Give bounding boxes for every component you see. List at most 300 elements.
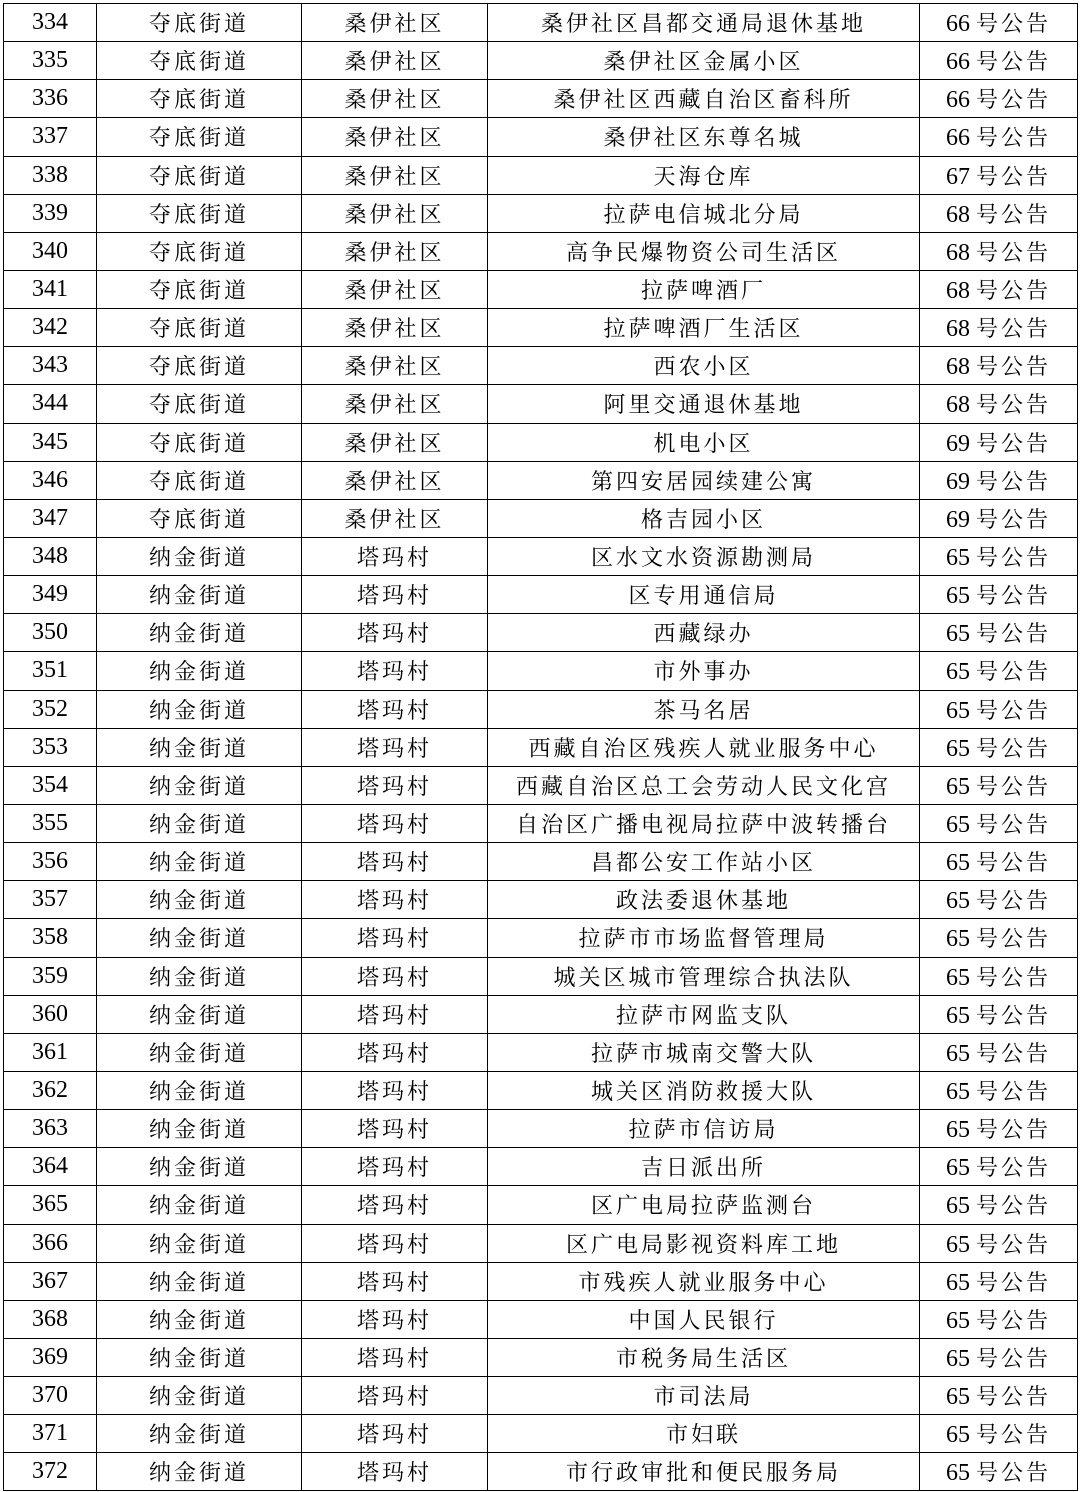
community-cell: 塔玛村 bbox=[302, 1415, 488, 1453]
notice-cell bbox=[920, 80, 1078, 118]
community-cell: 塔玛村 bbox=[302, 995, 488, 1033]
notice-number: 65 bbox=[945, 697, 970, 724]
table-row bbox=[4, 194, 1078, 232]
street-cell: 纳金街道 bbox=[97, 652, 302, 690]
community-cell: 桑伊社区 bbox=[302, 156, 488, 194]
community-cell: 桑伊社区 bbox=[302, 309, 488, 347]
street-cell: 纳金街道 bbox=[97, 1415, 302, 1453]
notice-number: 66 bbox=[945, 125, 970, 152]
notice-number: 65 bbox=[945, 735, 970, 762]
site-name-cell: 区水文水资源勘测局 bbox=[488, 537, 920, 575]
table-row bbox=[4, 156, 1078, 194]
street-cell: 夺底街道 bbox=[97, 42, 302, 80]
notice-number: 65 bbox=[945, 1460, 970, 1487]
street-cell: 夺底街道 bbox=[97, 156, 302, 194]
community-cell: 塔玛村 bbox=[302, 957, 488, 995]
notice-number: 66 bbox=[945, 49, 970, 76]
community-cell: 塔玛村 bbox=[302, 1453, 488, 1491]
street-cell: 夺底街道 bbox=[97, 270, 302, 308]
street-cell: 纳金街道 bbox=[97, 1377, 302, 1415]
notice-cell bbox=[920, 957, 1078, 995]
street-cell: 纳金街道 bbox=[97, 957, 302, 995]
table-row bbox=[4, 1377, 1078, 1415]
community-cell: 塔玛村 bbox=[302, 919, 488, 957]
street-cell: 纳金街道 bbox=[97, 1224, 302, 1262]
community-cell: 塔玛村 bbox=[302, 1148, 488, 1186]
notice-cell bbox=[920, 1186, 1078, 1224]
row-number-cell: 341 bbox=[4, 270, 97, 308]
notice-cell bbox=[920, 194, 1078, 232]
table-row bbox=[4, 347, 1078, 385]
community-cell: 塔玛村 bbox=[302, 1300, 488, 1338]
table-row bbox=[4, 4, 1078, 42]
notice-number: 65 bbox=[945, 964, 970, 991]
site-name-cell: 西藏自治区总工会劳动人民文化宫 bbox=[488, 766, 920, 804]
community-cell: 塔玛村 bbox=[302, 1186, 488, 1224]
notice-suffix: 号公告 bbox=[975, 1385, 1051, 1411]
row-number-cell: 372 bbox=[4, 1453, 97, 1491]
street-cell: 纳金街道 bbox=[97, 1186, 302, 1224]
table-row bbox=[4, 843, 1078, 881]
notice-number: 65 bbox=[945, 850, 970, 877]
row-number-cell: 349 bbox=[4, 576, 97, 614]
notice-cell bbox=[920, 652, 1078, 690]
notice-number: 66 bbox=[945, 11, 970, 38]
site-name-cell: 天海仓库 bbox=[488, 156, 920, 194]
site-name-cell: 拉萨电信城北分局 bbox=[488, 194, 920, 232]
notice-suffix: 号公告 bbox=[975, 1308, 1051, 1334]
street-cell: 纳金街道 bbox=[97, 919, 302, 957]
community-cell: 桑伊社区 bbox=[302, 42, 488, 80]
table-row bbox=[4, 614, 1078, 652]
table-row bbox=[4, 423, 1078, 461]
notice-suffix: 号公告 bbox=[975, 431, 1051, 457]
notice-suffix: 号公告 bbox=[975, 126, 1051, 152]
site-name-cell: 政法委退休基地 bbox=[488, 881, 920, 919]
table-row bbox=[4, 385, 1078, 423]
notice-number: 65 bbox=[945, 659, 970, 686]
street-cell: 纳金街道 bbox=[97, 1071, 302, 1109]
notice-cell bbox=[920, 1110, 1078, 1148]
notice-number: 66 bbox=[945, 87, 970, 114]
table-body bbox=[4, 4, 1078, 1491]
community-cell: 桑伊社区 bbox=[302, 461, 488, 499]
site-name-cell: 第四安居园续建公寓 bbox=[488, 461, 920, 499]
site-name-cell: 市残疾人就业服务中心 bbox=[488, 1262, 920, 1300]
notice-cell bbox=[920, 1224, 1078, 1262]
table-row bbox=[4, 1453, 1078, 1491]
table-row bbox=[4, 1148, 1078, 1186]
row-number-cell: 370 bbox=[4, 1377, 97, 1415]
site-name-cell: 西藏自治区残疾人就业服务中心 bbox=[488, 728, 920, 766]
notice-number: 69 bbox=[945, 468, 970, 495]
table-row bbox=[4, 881, 1078, 919]
row-number-cell: 367 bbox=[4, 1262, 97, 1300]
notice-number: 65 bbox=[945, 1269, 970, 1296]
notice-suffix: 号公告 bbox=[975, 1423, 1051, 1449]
row-number-cell: 343 bbox=[4, 347, 97, 385]
notice-suffix: 号公告 bbox=[975, 927, 1051, 953]
table-row bbox=[4, 1300, 1078, 1338]
row-number-cell: 371 bbox=[4, 1415, 97, 1453]
notice-number: 65 bbox=[945, 812, 970, 839]
notice-suffix: 号公告 bbox=[975, 1003, 1051, 1029]
row-number-cell: 366 bbox=[4, 1224, 97, 1262]
notice-cell bbox=[920, 537, 1078, 575]
notice-cell bbox=[920, 690, 1078, 728]
notice-cell bbox=[920, 1071, 1078, 1109]
site-name-cell: 西农小区 bbox=[488, 347, 920, 385]
street-cell: 纳金街道 bbox=[97, 1110, 302, 1148]
notice-suffix: 号公告 bbox=[975, 736, 1051, 762]
notice-suffix: 号公告 bbox=[975, 393, 1051, 419]
notice-cell bbox=[920, 614, 1078, 652]
community-cell: 塔玛村 bbox=[302, 537, 488, 575]
table-row bbox=[4, 537, 1078, 575]
community-cell: 塔玛村 bbox=[302, 1224, 488, 1262]
notice-cell bbox=[920, 1148, 1078, 1186]
site-name-cell: 中国人民银行 bbox=[488, 1300, 920, 1338]
notice-suffix: 号公告 bbox=[975, 469, 1051, 495]
notice-number: 65 bbox=[945, 545, 970, 572]
notice-suffix: 号公告 bbox=[975, 622, 1051, 648]
row-number-cell: 359 bbox=[4, 957, 97, 995]
site-name-cell: 市税务局生活区 bbox=[488, 1338, 920, 1376]
community-cell: 塔玛村 bbox=[302, 728, 488, 766]
notice-cell bbox=[920, 42, 1078, 80]
table-row bbox=[4, 1110, 1078, 1148]
row-number-cell: 347 bbox=[4, 499, 97, 537]
table-row bbox=[4, 1224, 1078, 1262]
site-name-cell: 桑伊社区东尊名城 bbox=[488, 118, 920, 156]
notice-number: 65 bbox=[945, 888, 970, 915]
street-cell: 纳金街道 bbox=[97, 995, 302, 1033]
notice-number: 68 bbox=[945, 239, 970, 266]
table-row bbox=[4, 1071, 1078, 1109]
community-cell: 塔玛村 bbox=[302, 1338, 488, 1376]
site-name-cell: 高争民爆物资公司生活区 bbox=[488, 232, 920, 270]
notice-number: 69 bbox=[945, 430, 970, 457]
notice-number: 65 bbox=[945, 1384, 970, 1411]
street-cell: 纳金街道 bbox=[97, 766, 302, 804]
table-row bbox=[4, 270, 1078, 308]
site-name-cell: 拉萨啤酒厂生活区 bbox=[488, 309, 920, 347]
street-cell: 夺底街道 bbox=[97, 309, 302, 347]
street-cell: 纳金街道 bbox=[97, 1300, 302, 1338]
notice-number: 68 bbox=[945, 278, 970, 305]
notice-cell bbox=[920, 347, 1078, 385]
notice-cell bbox=[920, 1453, 1078, 1491]
notice-number: 65 bbox=[945, 1155, 970, 1182]
notice-suffix: 号公告 bbox=[975, 355, 1051, 381]
notice-cell bbox=[920, 1033, 1078, 1071]
community-cell: 桑伊社区 bbox=[302, 385, 488, 423]
street-cell: 夺底街道 bbox=[97, 194, 302, 232]
notice-suffix: 号公告 bbox=[975, 660, 1051, 686]
site-name-cell: 区专用通信局 bbox=[488, 576, 920, 614]
site-name-cell: 阿里交通退休基地 bbox=[488, 385, 920, 423]
notice-number: 68 bbox=[945, 354, 970, 381]
street-cell: 纳金街道 bbox=[97, 728, 302, 766]
table-row bbox=[4, 42, 1078, 80]
community-cell: 塔玛村 bbox=[302, 1033, 488, 1071]
table-row bbox=[4, 1415, 1078, 1453]
table-row bbox=[4, 499, 1078, 537]
site-name-cell: 城关区消防救援大队 bbox=[488, 1071, 920, 1109]
table-row bbox=[4, 309, 1078, 347]
street-cell: 纳金街道 bbox=[97, 537, 302, 575]
notice-cell bbox=[920, 766, 1078, 804]
street-cell: 夺底街道 bbox=[97, 461, 302, 499]
notice-number: 65 bbox=[945, 1040, 970, 1067]
notice-suffix: 号公告 bbox=[975, 546, 1051, 572]
community-cell: 桑伊社区 bbox=[302, 4, 488, 42]
community-cell: 塔玛村 bbox=[302, 652, 488, 690]
row-number-cell: 334 bbox=[4, 4, 97, 42]
notice-number: 65 bbox=[945, 621, 970, 648]
table-row bbox=[4, 232, 1078, 270]
site-name-cell: 区广电局拉萨监测台 bbox=[488, 1186, 920, 1224]
site-name-cell: 机电小区 bbox=[488, 423, 920, 461]
street-cell: 纳金街道 bbox=[97, 1033, 302, 1071]
site-name-cell: 茶马名居 bbox=[488, 690, 920, 728]
site-name-cell: 昌都公安工作站小区 bbox=[488, 843, 920, 881]
row-number-cell: 355 bbox=[4, 804, 97, 842]
street-cell: 纳金街道 bbox=[97, 1338, 302, 1376]
site-list-table bbox=[3, 3, 1078, 1491]
site-name-cell: 拉萨市市场监督管理局 bbox=[488, 919, 920, 957]
notice-suffix: 号公告 bbox=[975, 1156, 1051, 1182]
notice-cell bbox=[920, 843, 1078, 881]
community-cell: 塔玛村 bbox=[302, 576, 488, 614]
notice-suffix: 号公告 bbox=[975, 1232, 1051, 1258]
street-cell: 纳金街道 bbox=[97, 1148, 302, 1186]
row-number-cell: 335 bbox=[4, 42, 97, 80]
notice-suffix: 号公告 bbox=[975, 507, 1051, 533]
notice-suffix: 号公告 bbox=[975, 1080, 1051, 1105]
notice-cell bbox=[920, 499, 1078, 537]
notice-cell bbox=[920, 461, 1078, 499]
street-cell: 夺底街道 bbox=[97, 118, 302, 156]
notice-cell bbox=[920, 1300, 1078, 1338]
notice-suffix: 号公告 bbox=[975, 813, 1051, 839]
street-cell: 夺底街道 bbox=[97, 232, 302, 270]
notice-cell bbox=[920, 1338, 1078, 1376]
notice-suffix: 号公告 bbox=[975, 774, 1051, 800]
site-name-cell: 桑伊社区西藏自治区畜科所 bbox=[488, 80, 920, 118]
table-row bbox=[4, 461, 1078, 499]
community-cell: 桑伊社区 bbox=[302, 499, 488, 537]
notice-suffix: 号公告 bbox=[975, 240, 1051, 266]
table-row bbox=[4, 804, 1078, 842]
site-name-cell: 自治区广播电视局拉萨中波转播台 bbox=[488, 804, 920, 842]
notice-cell bbox=[920, 309, 1078, 347]
site-name-cell: 拉萨市城南交警大队 bbox=[488, 1033, 920, 1071]
document-table-container bbox=[3, 3, 1077, 1491]
community-cell: 塔玛村 bbox=[302, 843, 488, 881]
site-name-cell: 市行政审批和便民服务局 bbox=[488, 1453, 920, 1491]
street-cell: 纳金街道 bbox=[97, 881, 302, 919]
row-number-cell: 338 bbox=[4, 156, 97, 194]
table-row bbox=[4, 919, 1078, 957]
notice-suffix: 号公告 bbox=[975, 1270, 1051, 1296]
table-row bbox=[4, 957, 1078, 995]
community-cell: 桑伊社区 bbox=[302, 80, 488, 118]
row-number-cell: 344 bbox=[4, 385, 97, 423]
row-number-cell: 357 bbox=[4, 881, 97, 919]
community-cell: 塔玛村 bbox=[302, 1262, 488, 1300]
notice-suffix: 号公告 bbox=[975, 1346, 1051, 1372]
site-name-cell: 城关区城市管理综合执法队 bbox=[488, 957, 920, 995]
notice-number: 65 bbox=[945, 1079, 970, 1105]
table-row bbox=[4, 1033, 1078, 1071]
notice-number: 65 bbox=[945, 926, 970, 953]
row-number-cell: 362 bbox=[4, 1071, 97, 1109]
table-row bbox=[4, 995, 1078, 1033]
notice-suffix: 号公告 bbox=[975, 50, 1051, 76]
street-cell: 纳金街道 bbox=[97, 1262, 302, 1300]
notice-cell bbox=[920, 881, 1078, 919]
notice-cell bbox=[920, 270, 1078, 308]
row-number-cell: 361 bbox=[4, 1033, 97, 1071]
street-cell: 夺底街道 bbox=[97, 4, 302, 42]
notice-cell bbox=[920, 385, 1078, 423]
street-cell: 纳金街道 bbox=[97, 576, 302, 614]
community-cell: 塔玛村 bbox=[302, 690, 488, 728]
table-row bbox=[4, 1186, 1078, 1224]
notice-suffix: 号公告 bbox=[975, 1041, 1051, 1067]
notice-number: 65 bbox=[945, 773, 970, 800]
street-cell: 夺底街道 bbox=[97, 499, 302, 537]
street-cell: 纳金街道 bbox=[97, 804, 302, 842]
notice-cell bbox=[920, 1415, 1078, 1453]
notice-suffix: 号公告 bbox=[975, 1118, 1051, 1144]
notice-number: 65 bbox=[945, 1002, 970, 1029]
notice-cell bbox=[920, 1377, 1078, 1415]
community-cell: 桑伊社区 bbox=[302, 347, 488, 385]
community-cell: 塔玛村 bbox=[302, 1110, 488, 1148]
row-number-cell: 369 bbox=[4, 1338, 97, 1376]
notice-number: 68 bbox=[945, 201, 970, 228]
street-cell: 纳金街道 bbox=[97, 843, 302, 881]
row-number-cell: 358 bbox=[4, 919, 97, 957]
community-cell: 塔玛村 bbox=[302, 1071, 488, 1109]
notice-suffix: 号公告 bbox=[975, 279, 1051, 305]
notice-suffix: 号公告 bbox=[975, 164, 1051, 190]
site-name-cell: 桑伊社区昌都交通局退休基地 bbox=[488, 4, 920, 42]
notice-suffix: 号公告 bbox=[975, 698, 1051, 724]
row-number-cell: 360 bbox=[4, 995, 97, 1033]
row-number-cell: 348 bbox=[4, 537, 97, 575]
street-cell: 夺底街道 bbox=[97, 423, 302, 461]
notice-number: 65 bbox=[945, 1307, 970, 1334]
table-row bbox=[4, 690, 1078, 728]
street-cell: 纳金街道 bbox=[97, 690, 302, 728]
street-cell: 夺底街道 bbox=[97, 385, 302, 423]
notice-suffix: 号公告 bbox=[975, 1194, 1051, 1220]
site-name-cell: 市司法局 bbox=[488, 1377, 920, 1415]
street-cell: 纳金街道 bbox=[97, 1453, 302, 1491]
table-row bbox=[4, 1338, 1078, 1376]
notice-cell bbox=[920, 156, 1078, 194]
notice-cell bbox=[920, 728, 1078, 766]
table-row bbox=[4, 1262, 1078, 1300]
notice-number: 68 bbox=[945, 392, 970, 419]
community-cell: 塔玛村 bbox=[302, 881, 488, 919]
row-number-cell: 356 bbox=[4, 843, 97, 881]
site-name-cell: 拉萨市信访局 bbox=[488, 1110, 920, 1148]
notice-cell bbox=[920, 423, 1078, 461]
notice-suffix: 号公告 bbox=[975, 851, 1051, 877]
table-row bbox=[4, 576, 1078, 614]
notice-suffix: 号公告 bbox=[975, 12, 1051, 38]
street-cell: 夺底街道 bbox=[97, 347, 302, 385]
community-cell: 塔玛村 bbox=[302, 766, 488, 804]
street-cell: 纳金街道 bbox=[97, 614, 302, 652]
row-number-cell: 365 bbox=[4, 1186, 97, 1224]
community-cell: 塔玛村 bbox=[302, 804, 488, 842]
notice-cell bbox=[920, 232, 1078, 270]
row-number-cell: 364 bbox=[4, 1148, 97, 1186]
site-name-cell: 拉萨市网监支队 bbox=[488, 995, 920, 1033]
notice-cell bbox=[920, 919, 1078, 957]
notice-suffix: 号公告 bbox=[975, 202, 1051, 228]
notice-cell bbox=[920, 576, 1078, 614]
notice-suffix: 号公告 bbox=[975, 1461, 1051, 1487]
row-number-cell: 368 bbox=[4, 1300, 97, 1338]
row-number-cell: 336 bbox=[4, 80, 97, 118]
table-row bbox=[4, 80, 1078, 118]
row-number-cell: 337 bbox=[4, 118, 97, 156]
notice-number: 65 bbox=[945, 1345, 970, 1372]
notice-suffix: 号公告 bbox=[975, 317, 1051, 343]
site-name-cell: 西藏绿办 bbox=[488, 614, 920, 652]
site-name-cell: 桑伊社区金属小区 bbox=[488, 42, 920, 80]
street-cell: 夺底街道 bbox=[97, 80, 302, 118]
row-number-cell: 346 bbox=[4, 461, 97, 499]
community-cell: 桑伊社区 bbox=[302, 232, 488, 270]
notice-number: 65 bbox=[945, 583, 970, 610]
notice-suffix: 号公告 bbox=[975, 889, 1051, 915]
table-row bbox=[4, 728, 1078, 766]
notice-number: 65 bbox=[945, 1117, 970, 1144]
community-cell: 桑伊社区 bbox=[302, 423, 488, 461]
community-cell: 桑伊社区 bbox=[302, 194, 488, 232]
notice-number: 65 bbox=[945, 1422, 970, 1449]
table-row bbox=[4, 652, 1078, 690]
row-number-cell: 354 bbox=[4, 766, 97, 804]
site-name-cell: 市外事办 bbox=[488, 652, 920, 690]
notice-number: 65 bbox=[945, 1193, 970, 1220]
community-cell: 塔玛村 bbox=[302, 614, 488, 652]
notice-cell bbox=[920, 4, 1078, 42]
notice-suffix: 号公告 bbox=[975, 88, 1051, 114]
site-name-cell: 市妇联 bbox=[488, 1415, 920, 1453]
community-cell: 桑伊社区 bbox=[302, 118, 488, 156]
notice-suffix: 号公告 bbox=[975, 965, 1051, 991]
row-number-cell: 340 bbox=[4, 232, 97, 270]
row-number-cell: 352 bbox=[4, 690, 97, 728]
row-number-cell: 342 bbox=[4, 309, 97, 347]
notice-number: 69 bbox=[945, 506, 970, 533]
row-number-cell: 350 bbox=[4, 614, 97, 652]
row-number-cell: 339 bbox=[4, 194, 97, 232]
notice-cell bbox=[920, 804, 1078, 842]
community-cell: 桑伊社区 bbox=[302, 270, 488, 308]
notice-number: 68 bbox=[945, 316, 970, 343]
table-row bbox=[4, 766, 1078, 804]
notice-number: 67 bbox=[945, 163, 970, 190]
